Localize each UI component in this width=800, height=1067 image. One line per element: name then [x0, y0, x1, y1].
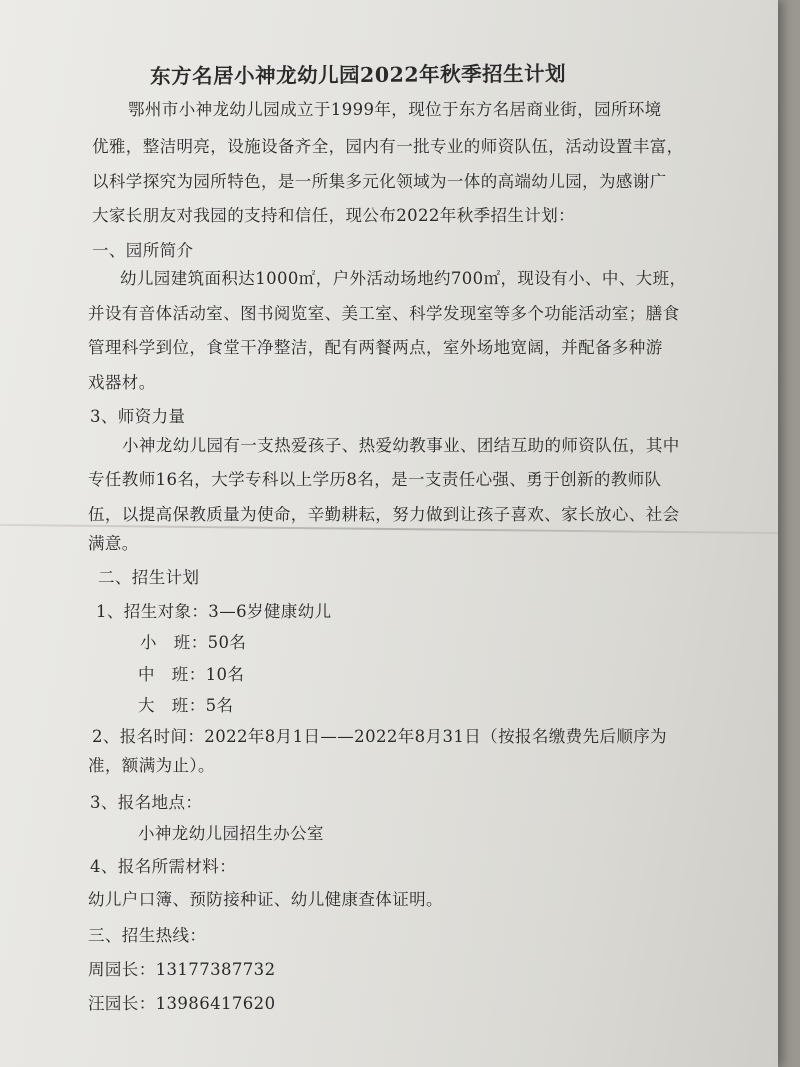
enrollment-place: 小神龙幼儿园招生办公室 [138, 824, 324, 843]
materials-list: 幼儿户口簿、预防接种证、幼儿健康查体证明。 [88, 890, 443, 909]
document-title: 东方名居小神龙幼儿园2022年秋季招生计划 [149, 61, 567, 89]
enrollment-time: 2、报名时间：2022年8月1日——2022年8月31日（按报名缴费先后顺序为 [92, 727, 668, 746]
contact-line: 周园长：13177387732 [88, 960, 276, 979]
intro-line: 大家长朋友对我园的支持和信任，现公布2022年秋季招生计划： [92, 206, 575, 225]
body-line: 伍，以提高保教质量为使命，辛勤耕耘，努力做到让孩子喜欢、家长放心、社会 [88, 505, 680, 524]
intro-line: 鄂州市小神龙幼儿园成立于1999年，现位于东方名居商业街，园所环境 [128, 100, 662, 119]
class-quota: 中 班：10名 [138, 665, 245, 684]
section-heading: 二、招生计划 [98, 568, 200, 587]
class-quota: 小 班：50名 [140, 633, 247, 652]
enrollment-target: 1、招生对象：3—6岁健康幼儿 [96, 602, 332, 621]
body-line: 满意。 [88, 534, 139, 553]
body-line: 小神龙幼儿园有一支热爱孩子、热爱幼教事业、团结互助的师资队伍，其中 [122, 436, 680, 455]
enrollment-place-label: 3、报名地点： [90, 793, 203, 812]
body-line: 并设有音体活动室、图书阅览室、美工室、科学发现室等多个功能活动室；膳食 [88, 304, 680, 323]
body-line: 幼儿园建筑面积达1000㎡，户外活动场地约700㎡，现设有小、中、大班， [120, 269, 687, 288]
body-line: 戏器材。 [88, 373, 156, 392]
section-heading: 三、招生热线： [88, 926, 207, 945]
body-line: 管理科学到位，食堂干净整洁，配有两餐两点，室外场地宽阔，并配备多种游 [88, 338, 663, 357]
materials-label: 4、报名所需材料： [90, 857, 237, 876]
intro-line: 以科学探究为园所特色，是一所集多元化领域为一体的高端幼儿园，为感谢广 [92, 172, 667, 191]
body-line: 专任教师16名，大学专科以上学历8名，是一支责任心强、勇于创新的教师队 [88, 470, 662, 489]
section-heading: 一、园所简介 [92, 241, 194, 260]
enrollment-time: 准，额满为止）。 [88, 756, 215, 775]
contact-line: 汪园长：13986417620 [88, 994, 276, 1013]
section-heading: 3、师资力量 [90, 407, 186, 426]
class-quota: 大 班：5名 [138, 696, 234, 715]
intro-line: 优雅，整洁明亮，设施设备齐全，园内有一批专业的师资队伍，活动设置丰富， [92, 137, 684, 156]
